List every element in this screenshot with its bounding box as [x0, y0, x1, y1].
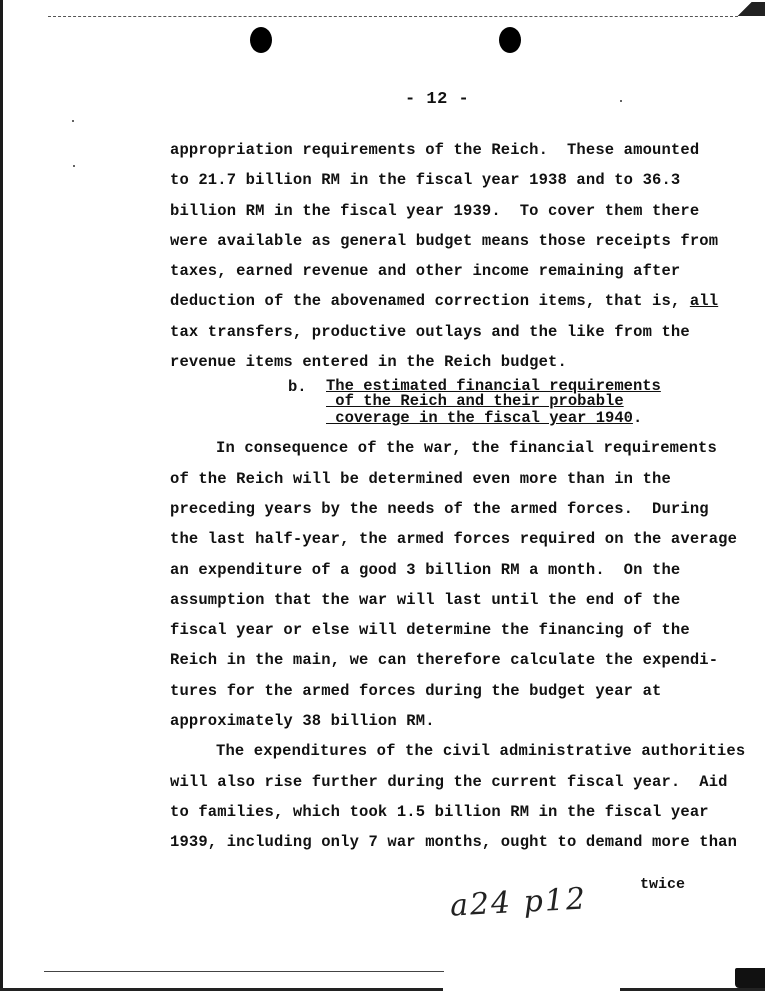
scan-bottom-rule — [44, 971, 444, 972]
scan-speck — [72, 120, 74, 122]
text-line: appropriation requirements of the Reich. These amounted — [170, 141, 700, 159]
section-letter: b. — [288, 378, 307, 397]
document-body — [170, 135, 746, 858]
scan-corner-mark — [733, 2, 765, 16]
section-title — [326, 379, 661, 427]
text-line: 1939, including only 7 war months, ought to demand more than — [170, 833, 738, 852]
scan-speck — [620, 100, 622, 102]
punch-hole-left — [250, 27, 272, 53]
paragraph-war-requirements — [170, 433, 740, 736]
underlined-word: all — [689, 292, 719, 311]
text-segment: deduction of the abovenamed correction items, that is, — [170, 292, 690, 311]
paragraph-appropriation — [170, 135, 740, 377]
text-line: fiscal year or else will determine the financing of the — [170, 621, 690, 640]
catchword: twice — [640, 876, 686, 893]
scan-left-edge — [0, 0, 3, 991]
scan-speck — [73, 165, 75, 167]
paragraph-civil-expenditures — [170, 736, 746, 857]
text-line — [170, 286, 740, 316]
text-line: assumption that the war will last until the end of the — [170, 590, 681, 609]
text-line: the last half-year, the armed forces required on the average — [170, 530, 738, 549]
text-line: revenue items entered in the Reich budget. — [170, 353, 567, 372]
text-line: an expenditure of a good 3 billion RM a month. On the — [170, 560, 681, 579]
text-line: of the Reich will be determined even more than in the — [170, 469, 671, 488]
section-title-last — [326, 409, 661, 427]
scan-top-rule — [48, 16, 738, 17]
text-line: approximately 38 billion RM. — [170, 712, 435, 731]
text-line: were available as general budget means those receipts from — [170, 231, 719, 250]
page-number: - 12 - — [405, 90, 470, 109]
text-line: billion RM in the fiscal year 1939. To cover them there — [170, 201, 700, 220]
text-line: preceding years by the needs of the armed forces. During — [170, 499, 709, 518]
text-line: In consequence of the war, the financial requirements — [216, 439, 717, 458]
text-line: taxes, earned revenue and other income remaining after — [170, 262, 681, 281]
text-line: tures for the armed forces during the budget year at — [170, 681, 662, 700]
section-title-period: . — [632, 409, 643, 428]
section-heading — [170, 379, 740, 427]
text-line: to 21.7 billion RM in the fiscal year 1938 and to 36.3 — [170, 171, 681, 190]
text-line: will also rise further during the current fiscal year. Aid — [170, 772, 728, 791]
punch-hole-right — [499, 27, 521, 53]
section-title-line: coverage in the fiscal year 1940 — [326, 409, 633, 428]
text-line: tax transfers, productive outlays and the like from the — [170, 322, 690, 341]
text-line: Reich in the main, we can therefore calculate the expendi- — [170, 651, 719, 670]
text-line: The expenditures of the civil administrative authorities — [216, 742, 746, 761]
scan-corner-mark — [735, 968, 765, 988]
section-title-line: of the Reich and their probable — [326, 392, 624, 411]
section-title-line: The estimated financial requirements — [326, 377, 661, 396]
handwritten-annotation: a24 p12 — [449, 881, 588, 924]
text-line: to families, which took 1.5 billion RM in the fiscal year — [170, 802, 709, 821]
